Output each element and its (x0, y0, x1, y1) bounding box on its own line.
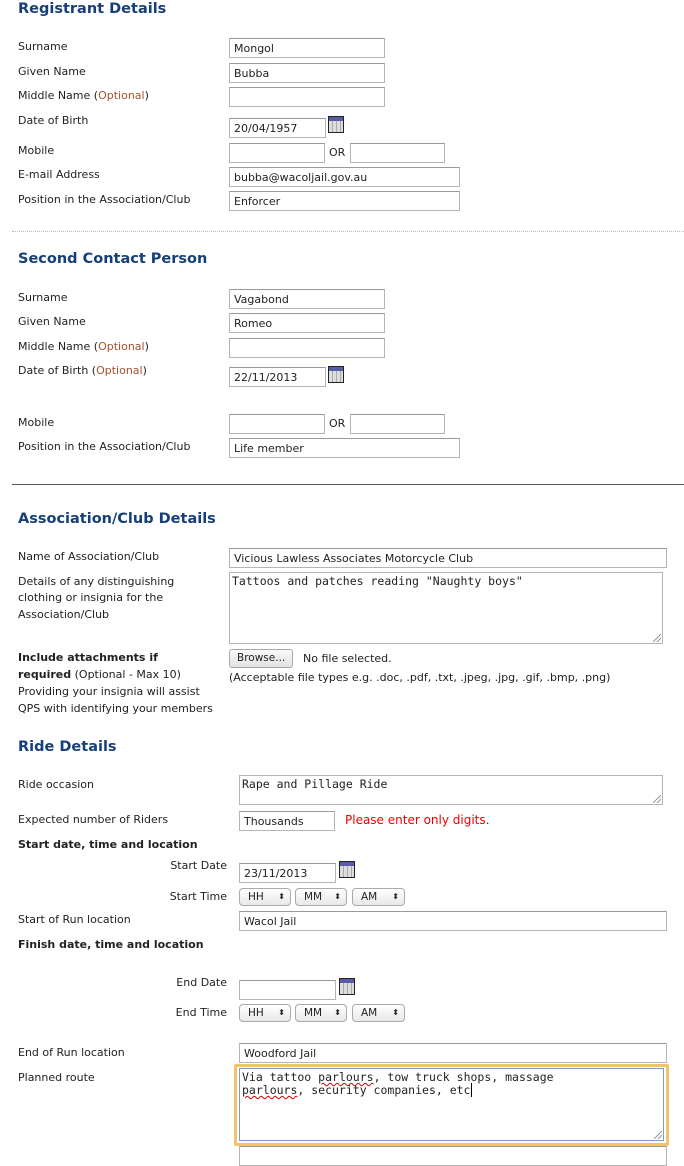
end-minute-select[interactable] (295, 1004, 347, 1022)
t: HH (248, 1007, 264, 1019)
end-time-label: End Time (175, 1006, 227, 1019)
optional-text: Optional (96, 364, 143, 377)
start-date-input[interactable]: 23/11/2013 (239, 863, 336, 883)
start-ampm-select[interactable] (352, 888, 405, 906)
position-label: Position in the Association/Club (18, 440, 191, 453)
t: , security companies, etc (297, 1083, 471, 1097)
t: Middle Name ( (18, 340, 99, 353)
second-dob-input[interactable]: 22/11/2013 (229, 367, 326, 387)
dob-label: Date of Birth (18, 114, 89, 127)
surname-input[interactable]: Mongol (229, 38, 385, 58)
file-types-text: (Acceptable file types e.g. .doc, .pdf, .txt, .jpeg, .jpg, .gif, .bmp, .png) (229, 671, 611, 684)
ride-heading: Ride Details (18, 739, 117, 755)
end-loc-label: End of Run location (18, 1046, 125, 1059)
optional-text: Optional (98, 340, 145, 353)
dob-label (18, 364, 147, 378)
calendar-icon[interactable] (328, 116, 344, 133)
start-heading: Start date, time and location (18, 838, 198, 851)
insignia-textarea[interactable]: Tattoos and patches reading "Naughty boys" (229, 572, 663, 644)
details-label-3: Association/Club (18, 608, 110, 621)
calendar-icon[interactable] (339, 861, 355, 878)
t: MM (304, 1007, 323, 1019)
second-given-input[interactable]: Romeo (229, 313, 385, 333)
end-hour-select[interactable] (239, 1004, 291, 1022)
mobile-label: Mobile (18, 416, 55, 429)
email-input[interactable]: bubba@wacoljail.gov.au (229, 167, 460, 187)
t: Via tattoo (242, 1070, 319, 1084)
updown-icon: ⬍ (392, 1008, 399, 1017)
text-cursor (471, 1083, 472, 1097)
start-loc-label: Start of Run location (18, 913, 131, 926)
mobile-label: Mobile (18, 144, 55, 157)
t: MM (304, 891, 323, 903)
misspelled-word: parlours (242, 1083, 298, 1097)
riders-input[interactable]: Thousands (239, 811, 335, 831)
updown-icon: ⬍ (278, 1008, 285, 1017)
route-textarea[interactable] (239, 1068, 664, 1141)
end-date-label: End Date (176, 976, 227, 989)
position-label: Position in the Association/Club (18, 193, 191, 206)
route-label: Planned route (18, 1071, 95, 1084)
given-label: Given Name (18, 65, 86, 78)
given-name-input[interactable]: Bubba (229, 63, 385, 83)
attach-label: Include attachments if (18, 651, 158, 664)
t: ) (144, 340, 149, 353)
finish-heading: Finish date, time and location (18, 938, 204, 951)
misspelled-word: parlours (318, 1070, 374, 1084)
t: , tow truck shops, massage (373, 1070, 554, 1084)
second-contact-heading: Second Contact Person (18, 251, 208, 267)
start-time-label: Start Time (169, 890, 227, 903)
t: HH (248, 891, 264, 903)
registrant-heading: Registrant Details (18, 1, 167, 17)
or-label: OR (329, 146, 346, 159)
divider (12, 484, 684, 485)
optional-text: Optional (98, 89, 145, 102)
updown-icon: ⬍ (278, 892, 285, 901)
phone-input[interactable] (350, 143, 445, 163)
end-ampm-select[interactable] (352, 1004, 405, 1022)
t: required (18, 668, 72, 681)
t: ) (144, 89, 149, 102)
given-label: Given Name (18, 315, 86, 328)
attach-help: Providing your insignia will assist (18, 685, 200, 698)
occasion-label: Ride occasion (18, 778, 95, 791)
updown-icon: ⬍ (334, 1008, 341, 1017)
start-minute-select[interactable] (295, 888, 347, 906)
club-name-label: Name of Association/Club (18, 550, 160, 563)
middle-label (18, 340, 149, 354)
start-date-label: Start Date (170, 859, 227, 872)
end-loc-input[interactable]: Woodford Jail (239, 1043, 667, 1063)
or-label: OR (329, 417, 346, 430)
second-mobile-input[interactable] (229, 414, 325, 434)
riders-label: Expected number of Riders (18, 813, 169, 826)
next-input[interactable] (239, 1146, 667, 1166)
t: Date of Birth ( (18, 364, 97, 377)
t: AM (361, 1007, 378, 1019)
updown-icon: ⬍ (392, 892, 399, 901)
t: AM (361, 891, 378, 903)
t: Middle Name ( (18, 89, 99, 102)
updown-icon: ⬍ (334, 892, 341, 901)
calendar-icon[interactable] (328, 366, 344, 383)
dob-input[interactable]: 20/04/1957 (229, 118, 326, 138)
details-label-1: Details of any distinguishing (18, 575, 175, 588)
no-file-text: No file selected. (303, 652, 392, 665)
t: (Optional - Max 10) (71, 668, 181, 681)
calendar-icon[interactable] (339, 978, 355, 995)
email-label: E-mail Address (18, 168, 100, 181)
club-name-input[interactable]: Vicious Lawless Associates Motorcycle Club (229, 548, 667, 568)
attach-help-2: QPS with identifying your members (18, 702, 213, 715)
second-phone-input[interactable] (350, 414, 445, 434)
position-input[interactable]: Enforcer (229, 191, 460, 211)
divider (12, 231, 684, 232)
browse-button[interactable]: Browse... (229, 649, 293, 668)
start-loc-input[interactable]: Wacol Jail (239, 911, 667, 931)
occasion-textarea[interactable]: Rape and Pillage Ride (239, 775, 663, 805)
mobile-input[interactable] (229, 143, 325, 163)
surname-label: Surname (18, 291, 68, 304)
details-label-2: clothing or insignia for the (18, 591, 164, 604)
middle-name-input[interactable] (229, 87, 385, 107)
riders-error: Please enter only digits. (345, 813, 490, 827)
end-date-input[interactable] (239, 980, 336, 1000)
second-position-input[interactable]: Life member (229, 438, 460, 458)
attach-label-2 (18, 668, 181, 682)
t: ) (142, 364, 147, 377)
surname-label: Surname (18, 40, 68, 53)
second-middle-input[interactable] (229, 338, 385, 358)
start-hour-select[interactable] (239, 888, 291, 906)
club-heading: Association/Club Details (18, 511, 216, 527)
second-surname-input[interactable]: Vagabond (229, 289, 385, 309)
middle-label (18, 89, 149, 103)
